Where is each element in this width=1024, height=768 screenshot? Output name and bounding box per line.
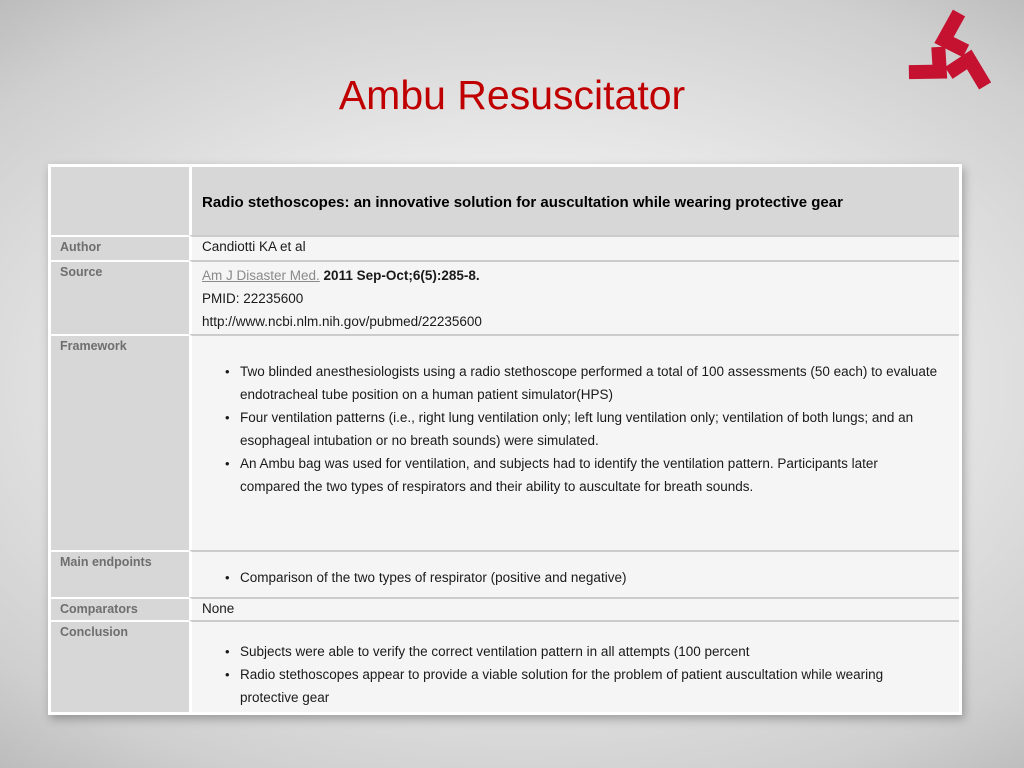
main-endpoints-value: [189, 550, 959, 597]
main-endpoints-bullet-list: [202, 554, 947, 589]
framework-label: Framework: [51, 334, 189, 550]
table-row-main-endpoints: [51, 550, 959, 597]
bullet-icon: [225, 566, 240, 589]
bullet-icon: [225, 663, 240, 709]
main-endpoints-bullet-1: • Comparison of the two types of respirator (positive and negative): [202, 566, 947, 589]
source-label: Source: [51, 260, 189, 334]
table-row-header: [51, 167, 959, 235]
author-label: Author: [51, 235, 189, 260]
pubmed-url-text: http://www.ncbi.nlm.nih.gov/pubmed/22235600: [202, 314, 482, 329]
main-endpoints-label: Main endpoints: [51, 550, 189, 597]
bullet-icon: [225, 452, 240, 498]
citation-text: 2011 Sep-Oct;6(5):285-8.: [323, 268, 480, 283]
comparators-value: None: [189, 597, 959, 620]
header-empty-cell: [51, 167, 189, 235]
pinwheel-logo-icon: [901, 6, 1001, 108]
table-row-comparators: [51, 597, 959, 620]
conclusion-label: Conclusion: [51, 620, 189, 712]
conclusion-value: [189, 620, 959, 712]
paper-title: Radio stethoscopes: an innovative solution for auscultation while wearing protective gear: [189, 167, 959, 235]
pmid-text: PMID: 22235600: [202, 291, 304, 306]
table-row-conclusion: [51, 620, 959, 712]
paper-summary-table: [48, 164, 962, 715]
slide-title: Ambu Resuscitator: [338, 72, 686, 118]
bullet-icon: [225, 360, 240, 406]
table-row-framework: [51, 334, 959, 550]
table-row-source: [51, 260, 959, 334]
conclusion-bullet-1: • Subjects were able to verify the correct ventilation pattern in all attempts (100 percent: [202, 640, 947, 663]
table-row-author: [51, 235, 959, 260]
conclusion-bullet-list: [202, 624, 947, 709]
bullet-icon: [225, 640, 240, 663]
author-value: Candiotti KA et al: [189, 235, 959, 260]
framework-bullet-2: • Four ventilation patterns (i.e., right lung ventilation only; left lung ventilation only; ventilation of both lungs; and an esophageal intubation or no breath sounds) were simulated.: [202, 406, 947, 452]
citation-line: [202, 264, 947, 287]
framework-bullet-3: • An Ambu bag was used for ventilation, and subjects had to identify the ventilation pattern. Participants later compared the two types of respirators and their ability to auscultate for breath sounds.: [202, 452, 947, 498]
conclusion-bullet-2: • Radio stethoscopes appear to provide a viable solution for the problem of patient auscultation while wearing protective gear: [202, 663, 947, 709]
comparators-label: Comparators: [51, 597, 189, 620]
source-value: [189, 260, 959, 334]
bullet-icon: [225, 406, 240, 452]
framework-bullet-list: [202, 338, 947, 498]
framework-value: [189, 334, 959, 550]
journal-link[interactable]: Am J Disaster Med.: [202, 268, 320, 283]
framework-bullet-1: • Two blinded anesthesiologists using a radio stethoscope performed a total of 100 assessments (50 each) to evaluate endotracheal tube position on a human patient simulator(HPS): [202, 360, 947, 406]
